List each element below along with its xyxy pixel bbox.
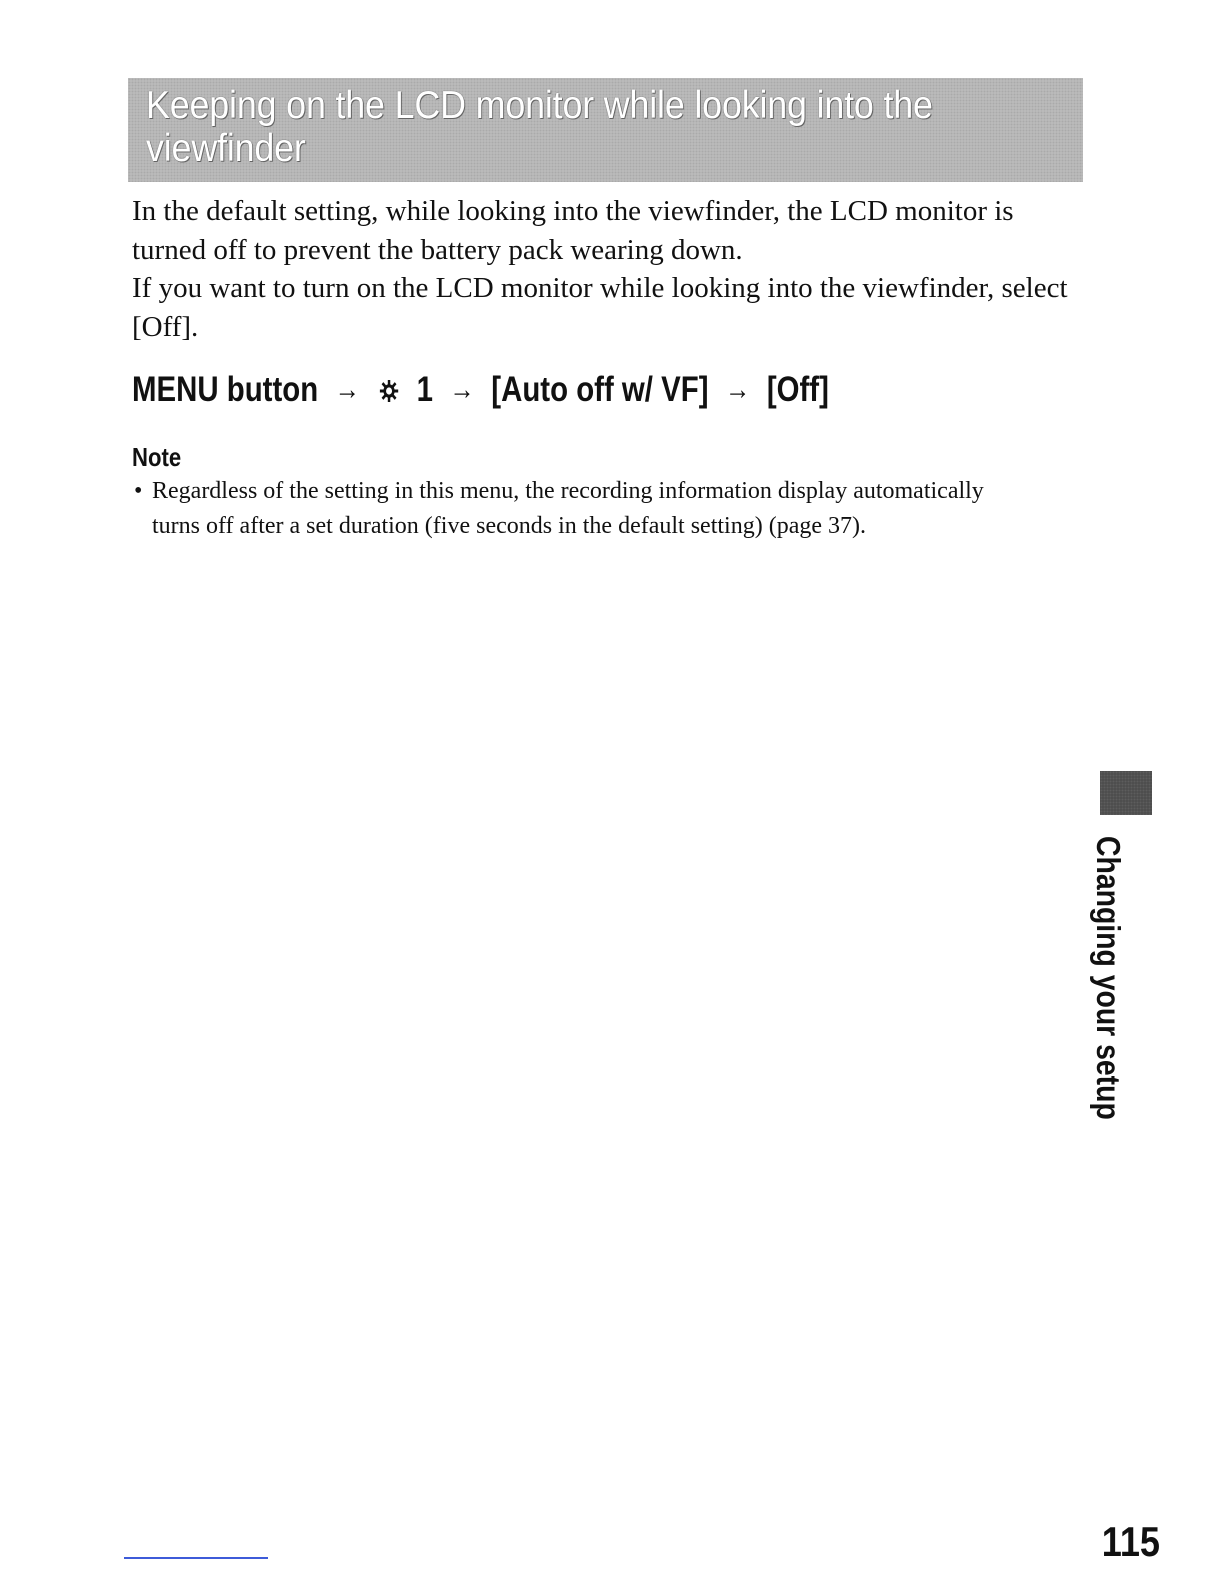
note-list [134, 474, 1034, 543]
note-label: Note [132, 442, 182, 472]
arrow-right-icon: → [725, 373, 751, 406]
menu-path-start: MENU button [132, 370, 319, 409]
bullet-icon: • [134, 478, 143, 504]
section-heading-line-2: viewfinder [146, 127, 306, 170]
menu-path-number: 1 [416, 370, 433, 409]
arrow-right-icon: → [334, 373, 360, 406]
menu-path-value: [Off] [766, 370, 829, 409]
section-heading-line-1: Keeping on the LCD monitor while looking into the [146, 84, 933, 127]
side-section-tab [1090, 836, 1126, 1166]
note-item-text: Regardless of the setting in this menu, the recording information display automatically turns off after a set duration (five seconds in the default setting) (page 37). [152, 478, 984, 539]
note-item [134, 474, 1034, 543]
page-number: 115 [1101, 1518, 1160, 1565]
section-tab-marker [1100, 771, 1152, 815]
gear-icon [380, 380, 398, 402]
arrow-right-icon: → [449, 373, 475, 406]
intro-paragraph-1: In the default setting, while looking into the viewfinder, the LCD monitor is turned off to prevent the battery pack wearing down. [132, 195, 1014, 266]
menu-path [132, 370, 829, 410]
side-section-label: Changing your setup [1090, 836, 1127, 1120]
section-heading-box [128, 78, 1083, 182]
menu-path-item: [Auto off w/ VF] [491, 370, 709, 409]
intro-paragraph-2: If you want to turn on the LCD monitor while looking into the viewfinder, select [Off]. [132, 272, 1068, 343]
intro-text [132, 192, 1092, 346]
footer-rule [124, 1557, 268, 1559]
